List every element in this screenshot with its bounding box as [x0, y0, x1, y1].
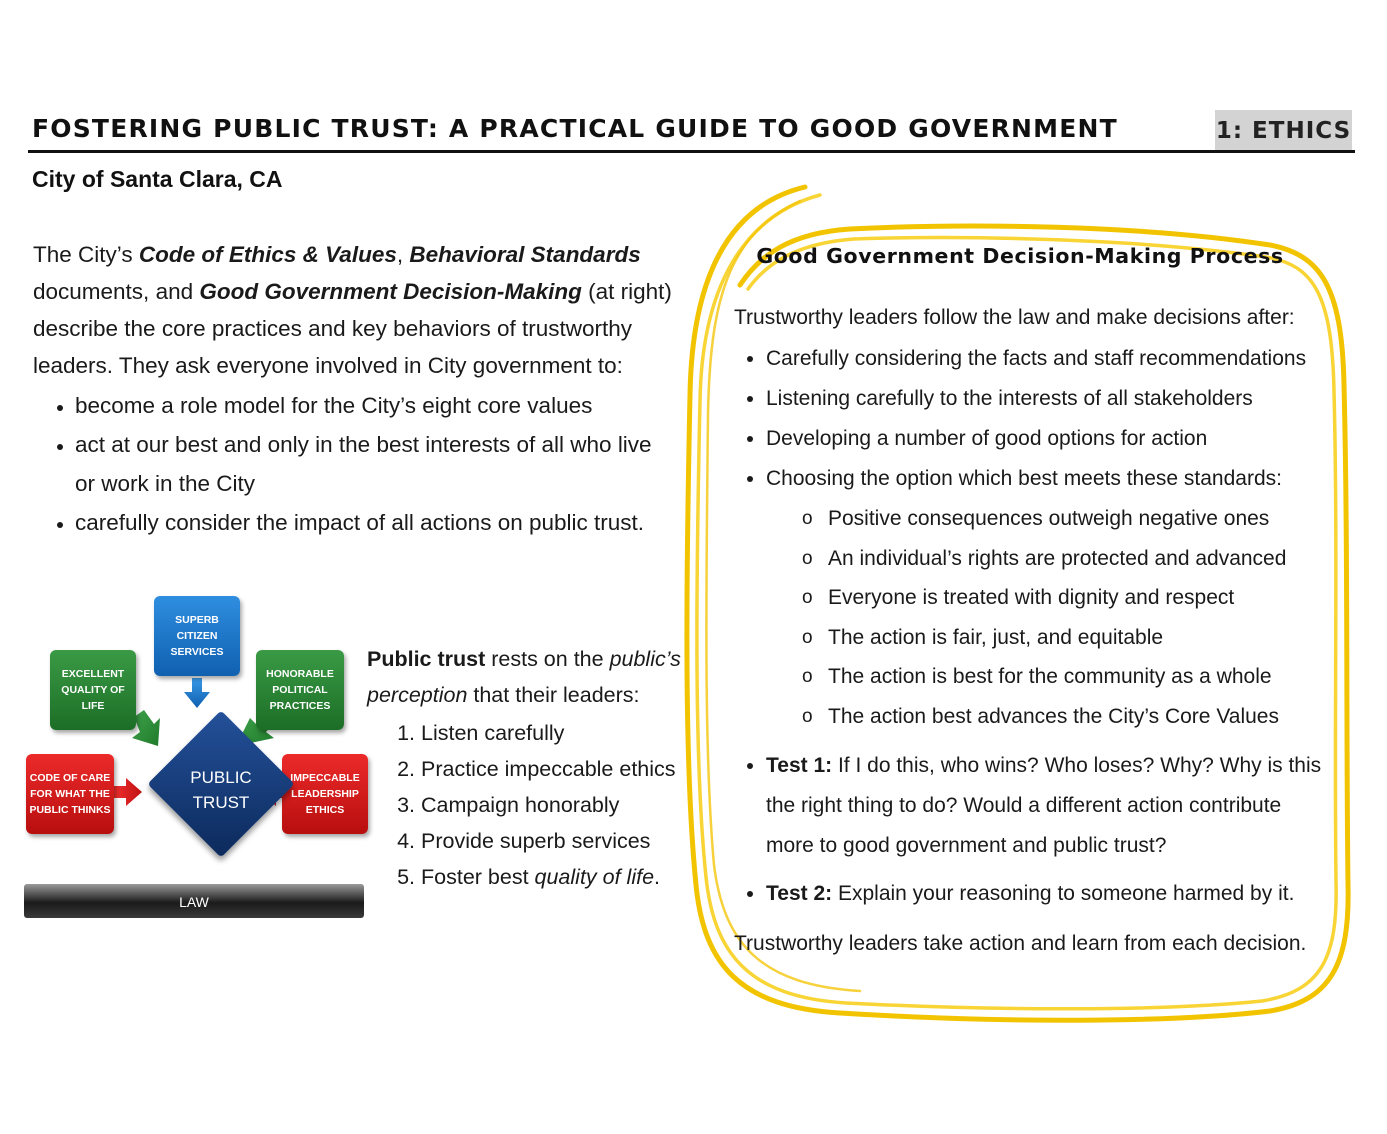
city-name: City of Santa Clara, CA: [32, 166, 283, 192]
behavioral-standards-ref: Behavioral Standards: [409, 242, 641, 267]
code-of-care-box: CODE OF CARE FOR WHAT THE PUBLIC THINKS: [26, 754, 114, 834]
decision-step: • Listening carefully to the interests of all stakeholders: [766, 379, 1334, 419]
quality-item: [421, 859, 687, 895]
intro-bullet: • become a role model for the City’s eight core values: [75, 386, 673, 425]
test-1-label: Test 1:: [766, 754, 833, 777]
public-label: PUBLIC: [190, 768, 252, 787]
public-trust-section: [367, 642, 687, 895]
public-perception-italic: public’s perception: [367, 647, 681, 707]
header-divider: [28, 150, 1355, 153]
trust-label: TRUST: [192, 793, 250, 812]
decision-process-panel: [734, 300, 1334, 961]
quality-of-life-box: EXCELLENT QUALITY OF LIFE: [50, 650, 136, 730]
quality-item-text: Foster best: [421, 865, 535, 889]
panel-lead: Trustworthy leaders follow the law and make decisions after:: [734, 306, 1295, 329]
public-trust-paragraph: [367, 642, 687, 713]
impeccable-ethics-box: IMPECCABLE LEADERSHIP ETHICS: [282, 754, 368, 834]
standard-item: o Everyone is treated with dignity and respect: [798, 578, 1334, 618]
intro-text-2: documents, and: [33, 279, 200, 304]
standard-item: o Positive consequences outweigh negative ones: [798, 499, 1334, 539]
quality-item-end: .: [654, 865, 661, 889]
quality-item: 2. Practice impeccable ethics: [421, 751, 687, 787]
arrow-diagonal-icon: [132, 710, 160, 746]
decision-step: • Carefully considering the facts and staff recommendations: [766, 339, 1334, 379]
intro-bullet-list: [33, 386, 673, 542]
standard-item: o The action is best for the community as a whole: [798, 657, 1334, 697]
test-1-text: If I do this, who wins? Who loses? Why? Why is this the right thing to do? Would a different action contribute more to good government and public trust?: [766, 754, 1322, 857]
arrow-down-icon: [184, 678, 210, 708]
test-1-item: [766, 746, 1334, 866]
document-title: FOSTERING PUBLIC TRUST: A PRACTICAL GUIDE TO GOOD GOVERNMENT: [32, 114, 1118, 143]
law-foundation-bar: LAW: [24, 884, 364, 918]
test-2-item: [766, 874, 1334, 914]
standard-item: o The action best advances the City’s Core Values: [798, 697, 1334, 737]
trust-text-2: that their leaders:: [467, 682, 640, 707]
intro-paragraph: [33, 236, 673, 384]
intro-text-1: The City’s: [33, 242, 139, 267]
quality-item: 1. Listen carefully: [421, 715, 687, 751]
standards-list: [766, 499, 1334, 736]
quality-item: 3. Campaign honorably: [421, 787, 687, 823]
decision-step: [766, 459, 1334, 736]
decision-steps-list: [734, 339, 1334, 914]
intro-section: [33, 236, 673, 542]
public-trust-bold: Public trust: [367, 647, 486, 671]
panel-closing: Trustworthy leaders take action and learn from each decision.: [734, 932, 1307, 955]
intro-bullet: • act at our best and only in the best interests of all who live or work in the City: [75, 425, 673, 503]
test-2-label: Test 2:: [766, 882, 833, 905]
intro-bullet: • carefully consider the impact of all actions on public trust.: [75, 503, 673, 542]
public-trust-label: [150, 765, 292, 815]
leader-qualities-list: [367, 715, 687, 895]
quality-of-life-italic: quality of life: [534, 865, 655, 889]
arrow-right-icon: [114, 778, 142, 806]
trust-text-1: rests on the: [485, 647, 610, 671]
code-of-ethics-ref: Code of Ethics & Values: [138, 242, 397, 267]
section-tag: 1: ETHICS: [1215, 110, 1352, 150]
standard-item: o An individual’s rights are protected and advanced: [798, 539, 1334, 579]
good-government-ref: Good Government Decision-Making: [199, 279, 582, 304]
intro-text-3: (at right) describe the core practices and key behaviors of trustworthy leaders. They ask everyone involved in City government to:: [33, 279, 672, 378]
public-trust-diagram: [22, 592, 367, 922]
quality-item: 4. Provide superb services: [421, 823, 687, 859]
test-2-text: Explain your reasoning to someone harmed by it.: [832, 882, 1295, 905]
standard-item: o The action is fair, just, and equitable: [798, 618, 1334, 658]
panel-title: Good Government Decision-Making Process: [756, 244, 1284, 268]
decision-step: • Developing a number of good options for action: [766, 419, 1334, 459]
decision-step-text: Choosing the option which best meets these standards:: [766, 467, 1282, 490]
intro-comma: ,: [396, 242, 410, 267]
superb-services-box: SUPERB CITIZEN SERVICES: [154, 596, 240, 676]
honorable-practices-box: HONORABLE POLITICAL PRACTICES: [256, 650, 344, 730]
